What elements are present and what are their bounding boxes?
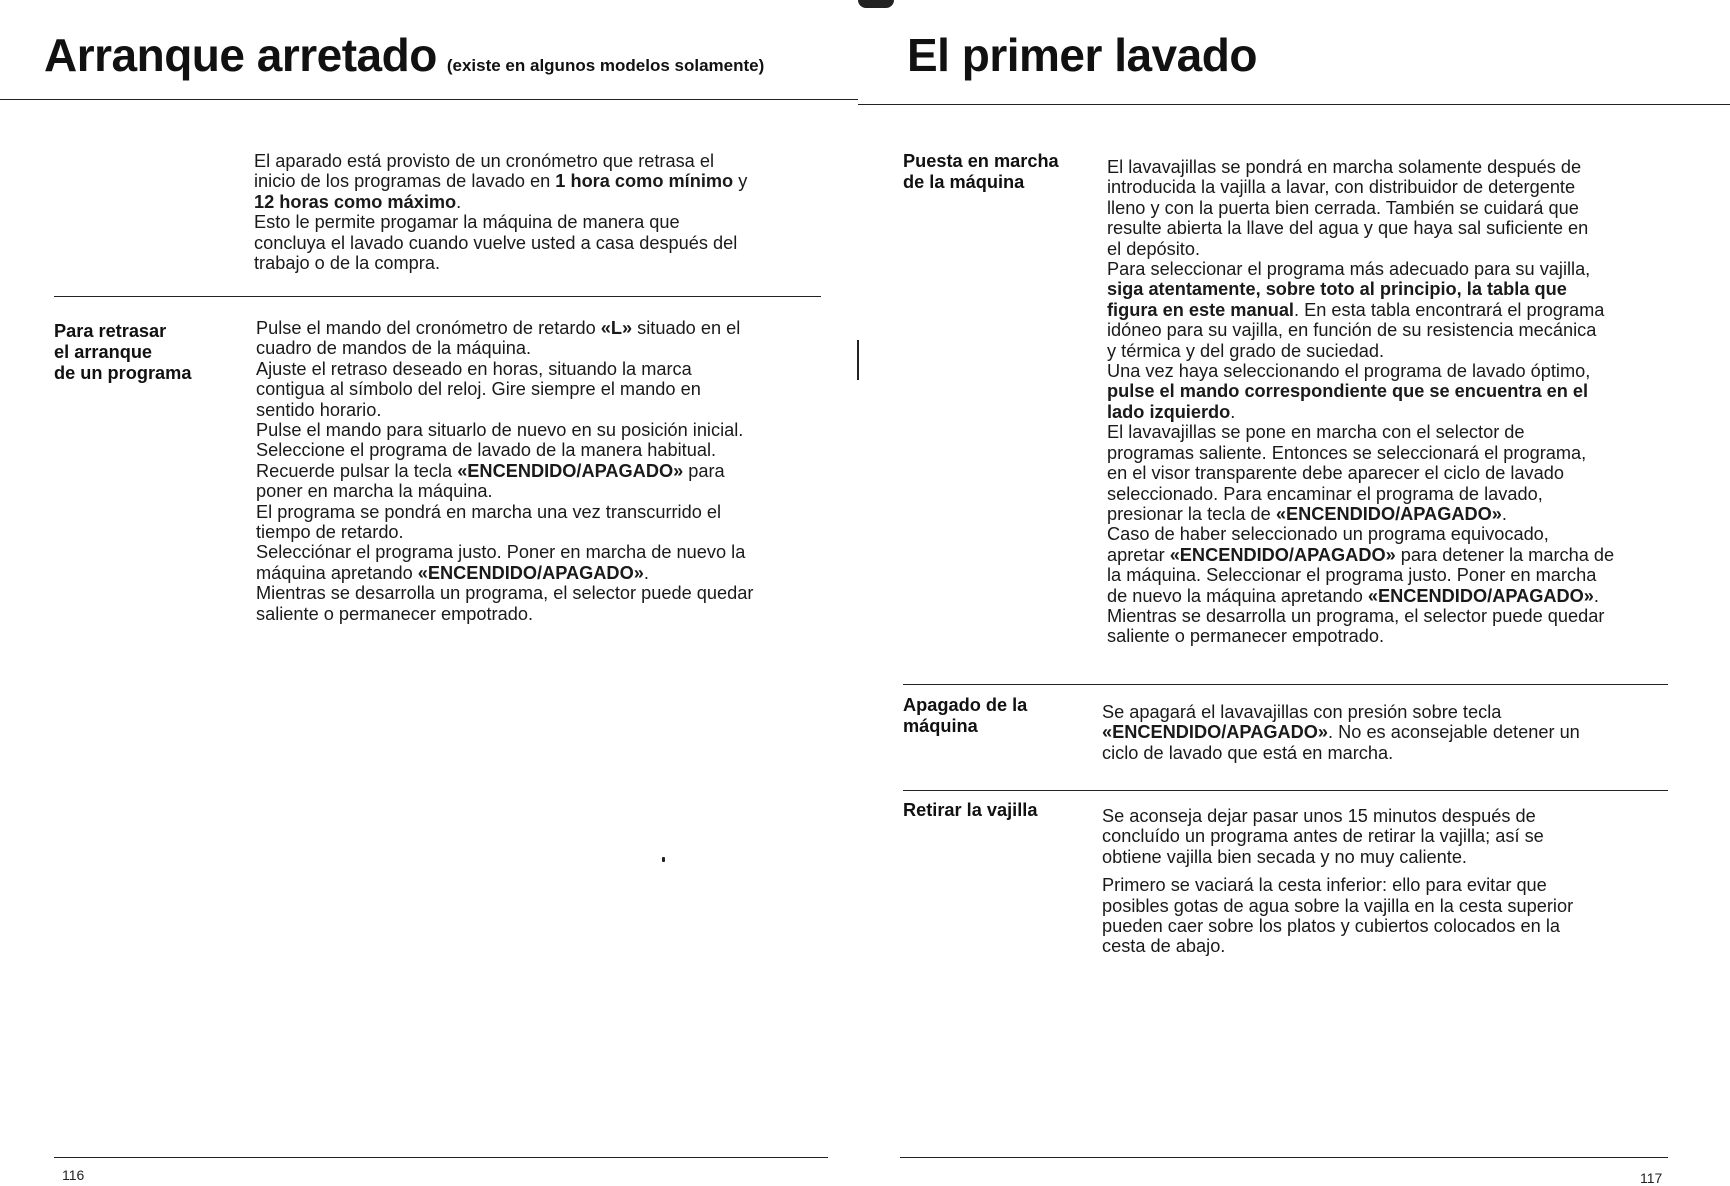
text-line bbox=[256, 400, 836, 420]
title-note: (existe en algunos modelos solamente) bbox=[446, 56, 765, 75]
text-line bbox=[256, 583, 836, 603]
text-line bbox=[1102, 826, 1702, 846]
text-run: seleccionado. Para encaminar el programa de lavado, bbox=[1107, 483, 1543, 504]
text-line bbox=[1107, 524, 1707, 544]
footer-rule-right bbox=[900, 1157, 1668, 1158]
bold-run: figura en este manual bbox=[1107, 299, 1294, 320]
bold-run: siga atentamente, sobre toto al principio, la tabla que bbox=[1107, 279, 1567, 300]
text-line bbox=[256, 338, 836, 358]
text-line bbox=[1107, 341, 1707, 361]
text-run: tiempo de retardo. bbox=[256, 522, 404, 543]
bold-run: «L» bbox=[600, 318, 633, 338]
bold-run: «ENCENDIDO/APAGADO» bbox=[1102, 722, 1329, 743]
text-line bbox=[256, 440, 836, 460]
text-line bbox=[1107, 259, 1707, 279]
text-run: Recuerde pulsar la tecla bbox=[256, 460, 458, 481]
text-line bbox=[1107, 504, 1707, 524]
scan-mark bbox=[662, 857, 665, 862]
text-line bbox=[1107, 300, 1707, 320]
text-run: Esto le permite progamar la máquina de manera que bbox=[254, 212, 680, 233]
text-run: la máquina. Seleccionar el programa justo. Poner en marcha bbox=[1107, 565, 1597, 586]
text-line bbox=[256, 563, 836, 583]
text-run: programas saliente. Entonces se seleccionará el programa, bbox=[1107, 442, 1587, 463]
text-line bbox=[1107, 198, 1707, 218]
header-rule-right bbox=[858, 104, 1730, 105]
label-puesta bbox=[903, 151, 1103, 193]
section-label-line: Puesta en marcha bbox=[903, 151, 1059, 171]
text-line bbox=[1107, 239, 1707, 259]
text-run: presionar la tecla de bbox=[1107, 503, 1276, 524]
text-line bbox=[1107, 361, 1707, 381]
text-run: en el visor transparente debe aparecer el ciclo de lavado bbox=[1107, 463, 1564, 484]
text-run: Para seleccionar el programa más adecuado para su vajilla, bbox=[1107, 259, 1591, 280]
section-retrasar-body bbox=[256, 318, 836, 624]
section-label-line: Para retrasar bbox=[54, 321, 167, 341]
text-line bbox=[1102, 722, 1702, 742]
text-run: el depósito. bbox=[1107, 238, 1201, 259]
text-run: para detener la marcha de bbox=[1395, 544, 1615, 565]
text-line bbox=[254, 151, 834, 171]
text-line bbox=[1107, 320, 1707, 340]
left-intro bbox=[254, 151, 834, 273]
bold-run: 1 hora como mínimo bbox=[555, 171, 734, 192]
text-line bbox=[254, 253, 834, 273]
section-apagado-body bbox=[1102, 702, 1702, 763]
text-run: pueden caer sobre los platos y cubiertos colocados en la bbox=[1102, 916, 1560, 937]
section-rule bbox=[903, 684, 1668, 685]
text-run: Pulse el mando del cronómetro de retardo bbox=[256, 318, 601, 338]
right-page-title: El primer lavado bbox=[907, 29, 1257, 81]
text-run: posibles gotas de agua sobre la vajilla en la cesta superior bbox=[1102, 895, 1574, 916]
bold-run: lado izquierdo bbox=[1107, 401, 1231, 422]
text-line bbox=[254, 192, 834, 212]
binding-mark bbox=[858, 0, 894, 8]
text-line bbox=[1107, 565, 1707, 585]
section-label-line: de la máquina bbox=[903, 172, 1025, 192]
text-run: concluya el lavado cuando vuelve usted a casa después del bbox=[254, 232, 738, 253]
text-line bbox=[1107, 218, 1707, 238]
footer-rule-left bbox=[54, 1157, 828, 1158]
text-line bbox=[1107, 626, 1707, 646]
text-line bbox=[1107, 381, 1707, 401]
text-run: concluído un programa antes de retirar la vajilla; así se bbox=[1102, 826, 1544, 847]
text-line bbox=[1107, 484, 1707, 504]
text-run: . bbox=[1501, 503, 1507, 524]
text-run: Se aconseja dejar pasar unos 15 minutos después de bbox=[1102, 806, 1536, 826]
label-apagado bbox=[903, 695, 1103, 737]
text-line bbox=[254, 212, 834, 232]
text-line bbox=[1102, 743, 1702, 763]
text-run: saliente o permanecer empotrado. bbox=[256, 603, 534, 624]
section-label-line: máquina bbox=[903, 716, 978, 736]
text-run: Seleccione el programa de lavado de la manera habitual. bbox=[256, 440, 717, 461]
bold-run: «ENCENDIDO/APAGADO» bbox=[457, 460, 684, 481]
text-line bbox=[1107, 586, 1707, 606]
bold-run: 12 horas como máximo bbox=[254, 191, 457, 212]
label-retrasar bbox=[54, 321, 254, 384]
text-line bbox=[1102, 875, 1702, 895]
text-run: Mientras se desarrolla un programa, el selector puede quedar bbox=[1107, 605, 1605, 626]
text-run: . bbox=[456, 191, 462, 212]
section-rule bbox=[54, 296, 821, 297]
section-rule bbox=[903, 790, 1668, 791]
text-run: saliente o permanecer empotrado. bbox=[1107, 626, 1385, 647]
text-line bbox=[256, 359, 836, 379]
text-run: cesta de abajo. bbox=[1102, 936, 1226, 957]
text-run: . bbox=[1230, 401, 1236, 422]
bold-run: «ENCENDIDO/APAGADO» bbox=[1367, 585, 1594, 606]
text-line bbox=[256, 420, 836, 440]
text-run: sentido horario. bbox=[256, 399, 382, 420]
section-label-line: de un programa bbox=[54, 363, 192, 383]
section-puesta-body bbox=[1107, 157, 1707, 647]
text-run: apretar bbox=[1107, 544, 1170, 565]
bold-run: pulse el mando correspondiente que se encuentra en el bbox=[1107, 381, 1589, 402]
text-run: contigua al símbolo del reloj. Gire siempre el mando en bbox=[256, 379, 701, 400]
bold-run: «ENCENDIDO/APAGADO» bbox=[1169, 544, 1396, 565]
text-run: resulte abierta la llave del agua y que haya sal suficiente en bbox=[1107, 218, 1589, 239]
text-run: obtiene vajilla bien secada y no muy caliente. bbox=[1102, 846, 1467, 867]
text-run: Caso de haber seleccionado un programa equivocado, bbox=[1107, 524, 1549, 545]
text-run: ciclo de lavado que está en marcha. bbox=[1102, 742, 1394, 763]
text-run: El lavavajillas se pondrá en marcha solamente después de bbox=[1107, 157, 1582, 177]
text-line bbox=[1102, 896, 1702, 916]
text-run: Una vez haya seleccionando el programa de lavado óptimo, bbox=[1107, 361, 1591, 382]
text-run: . bbox=[1593, 585, 1599, 606]
text-line bbox=[1102, 936, 1702, 956]
text-line bbox=[1107, 177, 1707, 197]
text-line bbox=[1102, 847, 1702, 867]
text-line bbox=[1102, 806, 1702, 826]
scan-mark bbox=[857, 340, 859, 380]
text-line bbox=[1107, 463, 1707, 483]
text-run: cuadro de mandos de la máquina. bbox=[256, 338, 532, 359]
text-line bbox=[254, 233, 834, 253]
text-run: Primero se vaciará la cesta inferior: ello para evitar que bbox=[1102, 875, 1547, 896]
text-line bbox=[1107, 402, 1707, 422]
text-run: Ajuste el retraso deseado en horas, situando la marca bbox=[256, 358, 692, 379]
bold-run: «ENCENDIDO/APAGADO» bbox=[417, 562, 644, 583]
text-run: inicio de los programas de lavado en bbox=[254, 171, 556, 192]
section-label-line: el arranque bbox=[54, 342, 153, 362]
text-line bbox=[1107, 545, 1707, 565]
text-line bbox=[256, 604, 836, 624]
text-line bbox=[256, 522, 836, 542]
text-run: y térmica y del grado de suciedad. bbox=[1107, 340, 1385, 361]
text-run: . En esta tabla encontrará el programa bbox=[1293, 299, 1605, 320]
section-retirar-body bbox=[1102, 806, 1702, 957]
label-retirar bbox=[903, 800, 1103, 821]
section-label-line: Apagado de la bbox=[903, 695, 1028, 715]
text-run: de nuevo la máquina apretando bbox=[1107, 585, 1368, 606]
page-number-left: 116 bbox=[62, 1167, 85, 1183]
text-run: situado en el bbox=[632, 318, 741, 338]
text-run: El lavavajillas se pone en marcha con el selector de bbox=[1107, 422, 1525, 443]
text-line bbox=[1107, 606, 1707, 626]
text-line bbox=[256, 379, 836, 399]
text-run: idóneo para su vajilla, en función de su resistencia mecánica bbox=[1107, 320, 1597, 341]
text-run: y bbox=[733, 171, 748, 192]
left-page-title: Arranque arretado (existe en algunos modelos solamente) bbox=[44, 29, 765, 81]
text-run: Se apagará el lavavajillas con presión sobre tecla bbox=[1102, 702, 1502, 722]
text-line bbox=[256, 502, 836, 522]
text-line bbox=[256, 542, 836, 562]
text-run: El aparado está provisto de un cronómetro que retrasa el bbox=[254, 151, 715, 171]
text-line bbox=[1107, 279, 1707, 299]
text-run: Selecciónar el programa justo. Poner en marcha de nuevo la bbox=[256, 542, 746, 563]
bold-run: «ENCENDIDO/APAGADO» bbox=[1275, 503, 1502, 524]
text-run: . No es aconsejable detener un bbox=[1328, 722, 1580, 743]
text-line bbox=[256, 461, 836, 481]
text-run: Mientras se desarrolla un programa, el selector puede quedar bbox=[256, 583, 754, 604]
page-number-right: 117 bbox=[1640, 1170, 1663, 1186]
text-run: introducida la vajilla a lavar, con distribuidor de detergente bbox=[1107, 177, 1576, 198]
text-run: máquina apretando bbox=[256, 562, 418, 583]
text-run: Pulse el mando para situarlo de nuevo en su posición inicial. bbox=[256, 420, 744, 441]
text-run: . bbox=[643, 562, 649, 583]
text-line bbox=[256, 481, 836, 501]
text-line bbox=[1107, 157, 1707, 177]
text-line bbox=[256, 318, 836, 338]
text-run: El programa se pondrá en marcha una vez transcurrido el bbox=[256, 501, 722, 522]
text-line bbox=[1102, 916, 1702, 936]
text-run: poner en marcha la máquina. bbox=[256, 481, 493, 502]
header-rule-left bbox=[0, 99, 858, 100]
text-run: lleno y con la puerta bien cerrada. También se cuidará que bbox=[1107, 197, 1579, 218]
text-line bbox=[254, 171, 834, 191]
text-run: trabajo o de la compra. bbox=[254, 253, 441, 274]
text-run: para bbox=[683, 460, 725, 481]
text-line bbox=[1107, 422, 1707, 442]
text-line bbox=[1102, 702, 1702, 722]
text-line bbox=[1107, 443, 1707, 463]
section-label-line: Retirar la vajilla bbox=[903, 800, 1038, 820]
